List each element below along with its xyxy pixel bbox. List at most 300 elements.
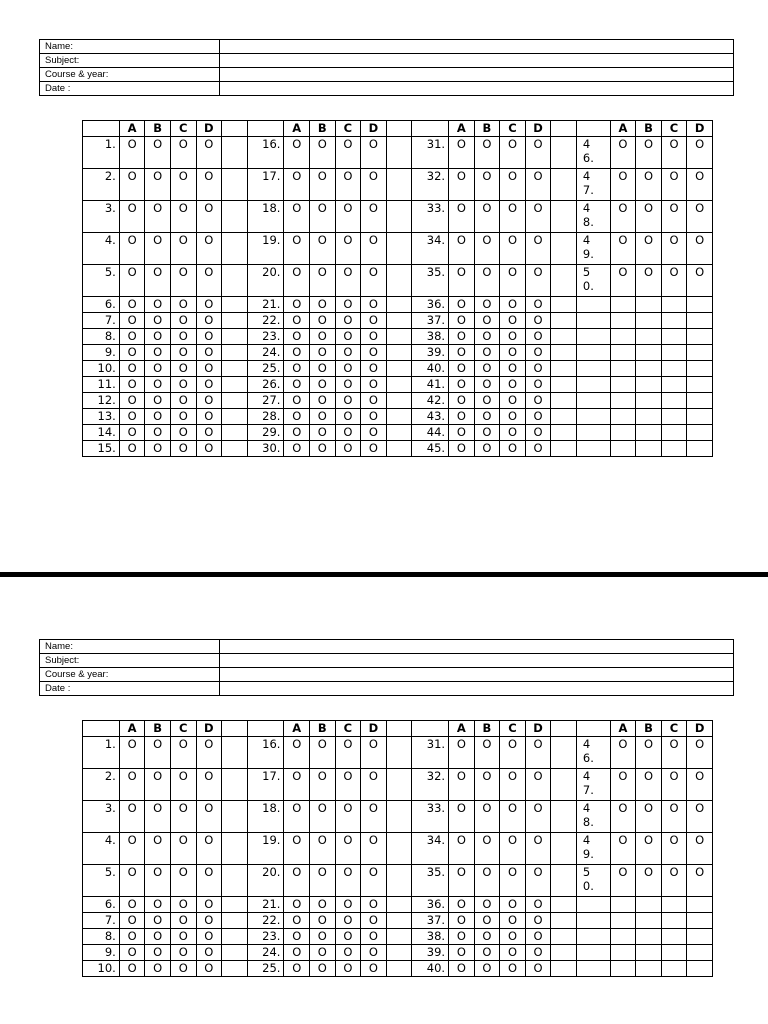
answer-bubble-c[interactable]: O bbox=[335, 425, 361, 441]
answer-bubble-a[interactable]: O bbox=[284, 329, 310, 345]
answer-bubble-b[interactable]: O bbox=[636, 737, 662, 769]
answer-bubble-a[interactable]: O bbox=[449, 409, 475, 425]
answer-bubble-a[interactable]: O bbox=[284, 409, 310, 425]
answer-bubble-c[interactable]: O bbox=[500, 265, 526, 297]
answer-bubble-d[interactable]: O bbox=[361, 345, 387, 361]
answer-bubble-b[interactable]: O bbox=[474, 297, 500, 313]
answer-bubble-c[interactable]: O bbox=[500, 137, 526, 169]
answer-bubble-d[interactable]: O bbox=[196, 945, 222, 961]
answer-bubble-d[interactable]: O bbox=[196, 769, 222, 801]
answer-bubble-c[interactable]: O bbox=[335, 913, 361, 929]
answer-bubble-a[interactable]: O bbox=[119, 201, 145, 233]
answer-bubble-d[interactable]: O bbox=[361, 769, 387, 801]
answer-bubble-d[interactable]: O bbox=[361, 201, 387, 233]
answer-bubble-a[interactable]: O bbox=[284, 945, 310, 961]
answer-bubble-a[interactable]: O bbox=[284, 897, 310, 913]
answer-bubble-b[interactable]: O bbox=[310, 329, 336, 345]
answer-bubble-d[interactable]: O bbox=[196, 345, 222, 361]
answer-bubble-c[interactable]: O bbox=[335, 897, 361, 913]
name-field[interactable] bbox=[220, 40, 734, 54]
answer-bubble-b[interactable]: O bbox=[145, 929, 171, 945]
answer-bubble-a[interactable]: O bbox=[284, 361, 310, 377]
answer-bubble-b[interactable]: O bbox=[310, 801, 336, 833]
answer-bubble-d[interactable]: O bbox=[196, 201, 222, 233]
answer-bubble-d[interactable]: O bbox=[361, 265, 387, 297]
answer-bubble-a[interactable]: O bbox=[610, 201, 636, 233]
answer-bubble-c[interactable]: O bbox=[500, 409, 526, 425]
answer-bubble-d[interactable]: O bbox=[687, 865, 713, 897]
answer-bubble-a[interactable]: O bbox=[610, 169, 636, 201]
answer-bubble-b[interactable]: O bbox=[474, 361, 500, 377]
answer-bubble-b[interactable]: O bbox=[474, 393, 500, 409]
answer-bubble-c[interactable]: O bbox=[335, 929, 361, 945]
answer-bubble-b[interactable]: O bbox=[145, 945, 171, 961]
answer-bubble-c[interactable]: O bbox=[661, 265, 687, 297]
answer-bubble-d[interactable]: O bbox=[196, 913, 222, 929]
answer-bubble-d[interactable]: O bbox=[196, 137, 222, 169]
answer-bubble-b[interactable]: O bbox=[474, 409, 500, 425]
answer-bubble-a[interactable]: O bbox=[610, 801, 636, 833]
answer-bubble-a[interactable]: O bbox=[610, 833, 636, 865]
answer-bubble-c[interactable]: O bbox=[500, 441, 526, 457]
answer-bubble-b[interactable]: O bbox=[145, 377, 171, 393]
answer-bubble-b[interactable]: O bbox=[474, 897, 500, 913]
answer-bubble-b[interactable]: O bbox=[145, 961, 171, 977]
answer-bubble-b[interactable]: O bbox=[474, 737, 500, 769]
answer-bubble-b[interactable]: O bbox=[310, 393, 336, 409]
answer-bubble-a[interactable]: O bbox=[284, 929, 310, 945]
answer-bubble-d[interactable]: O bbox=[196, 929, 222, 945]
answer-bubble-d[interactable]: O bbox=[196, 233, 222, 265]
answer-bubble-a[interactable]: O bbox=[449, 865, 475, 897]
answer-bubble-c[interactable]: O bbox=[170, 737, 196, 769]
answer-bubble-d[interactable]: O bbox=[196, 865, 222, 897]
answer-bubble-d[interactable]: O bbox=[525, 329, 551, 345]
answer-bubble-a[interactable]: O bbox=[449, 393, 475, 409]
answer-bubble-d[interactable]: O bbox=[525, 233, 551, 265]
answer-bubble-d[interactable]: O bbox=[525, 737, 551, 769]
answer-bubble-b[interactable]: O bbox=[310, 169, 336, 201]
answer-bubble-a[interactable]: O bbox=[119, 393, 145, 409]
answer-bubble-c[interactable]: O bbox=[170, 441, 196, 457]
answer-bubble-a[interactable]: O bbox=[610, 737, 636, 769]
answer-bubble-b[interactable]: O bbox=[474, 233, 500, 265]
answer-bubble-a[interactable]: O bbox=[284, 833, 310, 865]
answer-bubble-b[interactable]: O bbox=[474, 201, 500, 233]
answer-bubble-c[interactable]: O bbox=[170, 913, 196, 929]
answer-bubble-c[interactable]: O bbox=[170, 201, 196, 233]
answer-bubble-c[interactable]: O bbox=[500, 361, 526, 377]
answer-bubble-c[interactable]: O bbox=[500, 201, 526, 233]
answer-bubble-b[interactable]: O bbox=[474, 913, 500, 929]
answer-bubble-a[interactable]: O bbox=[449, 361, 475, 377]
answer-bubble-d[interactable]: O bbox=[525, 913, 551, 929]
answer-bubble-a[interactable]: O bbox=[284, 313, 310, 329]
answer-bubble-a[interactable]: O bbox=[119, 233, 145, 265]
answer-bubble-d[interactable]: O bbox=[361, 297, 387, 313]
answer-bubble-c[interactable]: O bbox=[170, 361, 196, 377]
answer-bubble-a[interactable]: O bbox=[119, 769, 145, 801]
answer-bubble-a[interactable]: O bbox=[119, 297, 145, 313]
answer-bubble-c[interactable]: O bbox=[661, 737, 687, 769]
answer-bubble-d[interactable]: O bbox=[361, 865, 387, 897]
answer-bubble-b[interactable]: O bbox=[310, 833, 336, 865]
answer-bubble-b[interactable]: O bbox=[145, 897, 171, 913]
answer-bubble-b[interactable]: O bbox=[636, 137, 662, 169]
answer-bubble-a[interactable]: O bbox=[119, 833, 145, 865]
answer-bubble-b[interactable]: O bbox=[145, 913, 171, 929]
answer-bubble-c[interactable]: O bbox=[661, 137, 687, 169]
answer-bubble-c[interactable]: O bbox=[500, 313, 526, 329]
answer-bubble-b[interactable]: O bbox=[474, 377, 500, 393]
answer-bubble-a[interactable]: O bbox=[449, 961, 475, 977]
answer-bubble-d[interactable]: O bbox=[525, 345, 551, 361]
name-field[interactable] bbox=[220, 640, 734, 654]
answer-bubble-c[interactable]: O bbox=[170, 393, 196, 409]
course-year-field[interactable] bbox=[220, 668, 734, 682]
answer-bubble-a[interactable]: O bbox=[284, 137, 310, 169]
answer-bubble-b[interactable]: O bbox=[474, 265, 500, 297]
answer-bubble-b[interactable]: O bbox=[145, 313, 171, 329]
answer-bubble-b[interactable]: O bbox=[474, 769, 500, 801]
answer-bubble-b[interactable]: O bbox=[474, 441, 500, 457]
answer-bubble-c[interactable]: O bbox=[170, 409, 196, 425]
answer-bubble-c[interactable]: O bbox=[335, 137, 361, 169]
answer-bubble-c[interactable]: O bbox=[335, 265, 361, 297]
answer-bubble-d[interactable]: O bbox=[525, 961, 551, 977]
answer-bubble-a[interactable]: O bbox=[119, 737, 145, 769]
answer-bubble-a[interactable]: O bbox=[610, 137, 636, 169]
answer-bubble-b[interactable]: O bbox=[310, 201, 336, 233]
answer-bubble-d[interactable]: O bbox=[196, 737, 222, 769]
answer-bubble-b[interactable]: O bbox=[145, 137, 171, 169]
answer-bubble-b[interactable]: O bbox=[145, 769, 171, 801]
answer-bubble-b[interactable]: O bbox=[310, 865, 336, 897]
answer-bubble-b[interactable]: O bbox=[636, 201, 662, 233]
answer-bubble-b[interactable]: O bbox=[310, 361, 336, 377]
answer-bubble-c[interactable]: O bbox=[335, 377, 361, 393]
answer-bubble-b[interactable]: O bbox=[145, 865, 171, 897]
answer-bubble-c[interactable]: O bbox=[170, 297, 196, 313]
answer-bubble-c[interactable]: O bbox=[170, 769, 196, 801]
answer-bubble-b[interactable]: O bbox=[636, 769, 662, 801]
answer-bubble-b[interactable]: O bbox=[145, 801, 171, 833]
answer-bubble-a[interactable]: O bbox=[119, 961, 145, 977]
answer-bubble-c[interactable]: O bbox=[661, 201, 687, 233]
subject-field[interactable] bbox=[220, 654, 734, 668]
answer-bubble-a[interactable]: O bbox=[449, 265, 475, 297]
answer-bubble-b[interactable]: O bbox=[310, 345, 336, 361]
answer-bubble-d[interactable]: O bbox=[687, 737, 713, 769]
answer-bubble-c[interactable]: O bbox=[170, 345, 196, 361]
answer-bubble-d[interactable]: O bbox=[196, 441, 222, 457]
answer-bubble-d[interactable]: O bbox=[196, 897, 222, 913]
answer-bubble-c[interactable]: O bbox=[170, 833, 196, 865]
answer-bubble-c[interactable]: O bbox=[170, 169, 196, 201]
answer-bubble-a[interactable]: O bbox=[119, 929, 145, 945]
answer-bubble-c[interactable]: O bbox=[170, 313, 196, 329]
answer-bubble-a[interactable]: O bbox=[449, 329, 475, 345]
answer-bubble-c[interactable]: O bbox=[500, 297, 526, 313]
answer-bubble-c[interactable]: O bbox=[500, 961, 526, 977]
answer-bubble-b[interactable]: O bbox=[474, 865, 500, 897]
answer-bubble-c[interactable]: O bbox=[661, 769, 687, 801]
answer-bubble-b[interactable]: O bbox=[145, 265, 171, 297]
answer-bubble-d[interactable]: O bbox=[361, 737, 387, 769]
answer-bubble-b[interactable]: O bbox=[474, 801, 500, 833]
answer-bubble-d[interactable]: O bbox=[525, 169, 551, 201]
answer-bubble-b[interactable]: O bbox=[636, 169, 662, 201]
answer-bubble-c[interactable]: O bbox=[335, 313, 361, 329]
answer-bubble-d[interactable]: O bbox=[525, 425, 551, 441]
answer-bubble-d[interactable]: O bbox=[687, 233, 713, 265]
answer-bubble-a[interactable]: O bbox=[284, 865, 310, 897]
answer-bubble-d[interactable]: O bbox=[196, 297, 222, 313]
answer-bubble-d[interactable]: O bbox=[361, 441, 387, 457]
answer-bubble-a[interactable]: O bbox=[610, 265, 636, 297]
answer-bubble-c[interactable]: O bbox=[335, 961, 361, 977]
answer-bubble-c[interactable]: O bbox=[500, 833, 526, 865]
answer-bubble-a[interactable]: O bbox=[119, 865, 145, 897]
answer-bubble-a[interactable]: O bbox=[449, 945, 475, 961]
answer-bubble-c[interactable]: O bbox=[170, 137, 196, 169]
answer-bubble-a[interactable]: O bbox=[119, 329, 145, 345]
answer-bubble-b[interactable]: O bbox=[474, 961, 500, 977]
answer-bubble-b[interactable]: O bbox=[474, 313, 500, 329]
answer-bubble-c[interactable]: O bbox=[170, 801, 196, 833]
answer-bubble-d[interactable]: O bbox=[196, 313, 222, 329]
answer-bubble-c[interactable]: O bbox=[335, 865, 361, 897]
answer-bubble-c[interactable]: O bbox=[500, 233, 526, 265]
answer-bubble-d[interactable]: O bbox=[525, 865, 551, 897]
answer-bubble-c[interactable]: O bbox=[500, 865, 526, 897]
answer-bubble-d[interactable]: O bbox=[361, 329, 387, 345]
answer-bubble-a[interactable]: O bbox=[119, 945, 145, 961]
answer-bubble-d[interactable]: O bbox=[361, 913, 387, 929]
answer-bubble-b[interactable]: O bbox=[310, 137, 336, 169]
answer-bubble-a[interactable]: O bbox=[284, 425, 310, 441]
answer-bubble-b[interactable]: O bbox=[145, 393, 171, 409]
answer-bubble-c[interactable]: O bbox=[335, 329, 361, 345]
answer-bubble-c[interactable]: O bbox=[170, 945, 196, 961]
answer-bubble-a[interactable]: O bbox=[119, 441, 145, 457]
answer-bubble-b[interactable]: O bbox=[145, 329, 171, 345]
answer-bubble-b[interactable]: O bbox=[310, 265, 336, 297]
answer-bubble-a[interactable]: O bbox=[119, 361, 145, 377]
answer-bubble-a[interactable]: O bbox=[119, 409, 145, 425]
answer-bubble-a[interactable]: O bbox=[119, 897, 145, 913]
answer-bubble-d[interactable]: O bbox=[196, 409, 222, 425]
answer-bubble-c[interactable]: O bbox=[170, 425, 196, 441]
answer-bubble-c[interactable]: O bbox=[661, 801, 687, 833]
answer-bubble-c[interactable]: O bbox=[500, 425, 526, 441]
answer-bubble-c[interactable]: O bbox=[335, 769, 361, 801]
answer-bubble-d[interactable]: O bbox=[525, 377, 551, 393]
answer-bubble-c[interactable]: O bbox=[500, 169, 526, 201]
answer-bubble-c[interactable]: O bbox=[170, 865, 196, 897]
answer-bubble-d[interactable]: O bbox=[196, 393, 222, 409]
answer-bubble-d[interactable]: O bbox=[687, 833, 713, 865]
answer-bubble-d[interactable]: O bbox=[361, 377, 387, 393]
answer-bubble-b[interactable]: O bbox=[474, 945, 500, 961]
answer-bubble-a[interactable]: O bbox=[449, 201, 475, 233]
answer-bubble-a[interactable]: O bbox=[284, 913, 310, 929]
answer-bubble-b[interactable]: O bbox=[310, 233, 336, 265]
answer-bubble-a[interactable]: O bbox=[119, 169, 145, 201]
answer-bubble-a[interactable]: O bbox=[449, 801, 475, 833]
answer-bubble-c[interactable]: O bbox=[661, 833, 687, 865]
answer-bubble-a[interactable]: O bbox=[284, 265, 310, 297]
answer-bubble-d[interactable]: O bbox=[361, 425, 387, 441]
answer-bubble-c[interactable]: O bbox=[500, 393, 526, 409]
answer-bubble-d[interactable]: O bbox=[361, 961, 387, 977]
answer-bubble-d[interactable]: O bbox=[687, 769, 713, 801]
answer-bubble-c[interactable]: O bbox=[335, 393, 361, 409]
answer-bubble-d[interactable]: O bbox=[525, 313, 551, 329]
answer-bubble-a[interactable]: O bbox=[449, 897, 475, 913]
answer-bubble-d[interactable]: O bbox=[196, 425, 222, 441]
date-field[interactable] bbox=[220, 682, 734, 696]
answer-bubble-d[interactable]: O bbox=[361, 233, 387, 265]
answer-bubble-a[interactable]: O bbox=[449, 913, 475, 929]
answer-bubble-d[interactable]: O bbox=[361, 945, 387, 961]
answer-bubble-b[interactable]: O bbox=[145, 345, 171, 361]
answer-bubble-c[interactable]: O bbox=[170, 265, 196, 297]
answer-bubble-a[interactable]: O bbox=[610, 865, 636, 897]
answer-bubble-a[interactable]: O bbox=[284, 961, 310, 977]
answer-bubble-a[interactable]: O bbox=[449, 441, 475, 457]
answer-bubble-d[interactable]: O bbox=[525, 441, 551, 457]
answer-bubble-a[interactable]: O bbox=[119, 265, 145, 297]
answer-bubble-b[interactable]: O bbox=[310, 737, 336, 769]
answer-bubble-d[interactable]: O bbox=[525, 897, 551, 913]
answer-bubble-b[interactable]: O bbox=[636, 233, 662, 265]
answer-bubble-c[interactable]: O bbox=[500, 945, 526, 961]
subject-field[interactable] bbox=[220, 54, 734, 68]
answer-bubble-c[interactable]: O bbox=[335, 801, 361, 833]
answer-bubble-d[interactable]: O bbox=[525, 801, 551, 833]
answer-bubble-b[interactable]: O bbox=[145, 737, 171, 769]
answer-bubble-d[interactable]: O bbox=[361, 137, 387, 169]
answer-bubble-a[interactable]: O bbox=[449, 737, 475, 769]
answer-bubble-b[interactable]: O bbox=[474, 137, 500, 169]
answer-bubble-c[interactable]: O bbox=[335, 409, 361, 425]
answer-bubble-d[interactable]: O bbox=[525, 137, 551, 169]
answer-bubble-c[interactable]: O bbox=[335, 345, 361, 361]
answer-bubble-d[interactable]: O bbox=[687, 137, 713, 169]
answer-bubble-a[interactable]: O bbox=[449, 425, 475, 441]
answer-bubble-d[interactable]: O bbox=[525, 201, 551, 233]
answer-bubble-d[interactable]: O bbox=[687, 201, 713, 233]
answer-bubble-a[interactable]: O bbox=[449, 233, 475, 265]
answer-bubble-b[interactable]: O bbox=[310, 409, 336, 425]
answer-bubble-c[interactable]: O bbox=[500, 897, 526, 913]
answer-bubble-c[interactable]: O bbox=[661, 865, 687, 897]
answer-bubble-b[interactable]: O bbox=[310, 441, 336, 457]
answer-bubble-a[interactable]: O bbox=[284, 345, 310, 361]
answer-bubble-a[interactable]: O bbox=[119, 801, 145, 833]
answer-bubble-b[interactable]: O bbox=[145, 441, 171, 457]
answer-bubble-a[interactable]: O bbox=[284, 169, 310, 201]
answer-bubble-d[interactable]: O bbox=[196, 961, 222, 977]
answer-bubble-c[interactable]: O bbox=[500, 913, 526, 929]
answer-bubble-c[interactable]: O bbox=[335, 441, 361, 457]
answer-bubble-d[interactable]: O bbox=[196, 329, 222, 345]
answer-bubble-c[interactable]: O bbox=[500, 769, 526, 801]
answer-bubble-a[interactable]: O bbox=[119, 137, 145, 169]
answer-bubble-b[interactable]: O bbox=[310, 945, 336, 961]
answer-bubble-d[interactable]: O bbox=[196, 169, 222, 201]
answer-bubble-b[interactable]: O bbox=[310, 929, 336, 945]
answer-bubble-d[interactable]: O bbox=[525, 393, 551, 409]
answer-bubble-d[interactable]: O bbox=[361, 801, 387, 833]
answer-bubble-c[interactable]: O bbox=[170, 233, 196, 265]
answer-bubble-a[interactable]: O bbox=[449, 833, 475, 865]
answer-bubble-c[interactable]: O bbox=[661, 169, 687, 201]
answer-bubble-d[interactable]: O bbox=[525, 929, 551, 945]
answer-bubble-d[interactable]: O bbox=[525, 361, 551, 377]
answer-bubble-b[interactable]: O bbox=[474, 833, 500, 865]
answer-bubble-d[interactable]: O bbox=[361, 833, 387, 865]
answer-bubble-b[interactable]: O bbox=[310, 769, 336, 801]
answer-bubble-c[interactable]: O bbox=[170, 961, 196, 977]
answer-bubble-b[interactable]: O bbox=[474, 345, 500, 361]
answer-bubble-b[interactable]: O bbox=[145, 297, 171, 313]
answer-bubble-b[interactable]: O bbox=[310, 961, 336, 977]
answer-bubble-a[interactable]: O bbox=[284, 769, 310, 801]
answer-bubble-a[interactable]: O bbox=[284, 377, 310, 393]
answer-bubble-a[interactable]: O bbox=[119, 377, 145, 393]
answer-bubble-d[interactable]: O bbox=[196, 833, 222, 865]
answer-bubble-d[interactable]: O bbox=[196, 801, 222, 833]
answer-bubble-d[interactable]: O bbox=[361, 313, 387, 329]
answer-bubble-d[interactable]: O bbox=[361, 361, 387, 377]
answer-bubble-c[interactable]: O bbox=[335, 833, 361, 865]
answer-bubble-c[interactable]: O bbox=[170, 329, 196, 345]
answer-bubble-b[interactable]: O bbox=[636, 833, 662, 865]
answer-bubble-c[interactable]: O bbox=[661, 233, 687, 265]
answer-bubble-a[interactable]: O bbox=[119, 913, 145, 929]
answer-bubble-c[interactable]: O bbox=[500, 345, 526, 361]
answer-bubble-b[interactable]: O bbox=[474, 929, 500, 945]
answer-bubble-d[interactable]: O bbox=[525, 945, 551, 961]
answer-bubble-b[interactable]: O bbox=[636, 265, 662, 297]
answer-bubble-c[interactable]: O bbox=[335, 361, 361, 377]
answer-bubble-c[interactable]: O bbox=[500, 329, 526, 345]
answer-bubble-a[interactable]: O bbox=[449, 769, 475, 801]
answer-bubble-c[interactable]: O bbox=[170, 377, 196, 393]
answer-bubble-d[interactable]: O bbox=[687, 265, 713, 297]
date-field[interactable] bbox=[220, 82, 734, 96]
answer-bubble-c[interactable]: O bbox=[335, 201, 361, 233]
answer-bubble-d[interactable]: O bbox=[361, 409, 387, 425]
answer-bubble-a[interactable]: O bbox=[284, 201, 310, 233]
answer-bubble-c[interactable]: O bbox=[335, 945, 361, 961]
answer-bubble-a[interactable]: O bbox=[284, 297, 310, 313]
answer-bubble-d[interactable]: O bbox=[687, 801, 713, 833]
answer-bubble-b[interactable]: O bbox=[145, 233, 171, 265]
answer-bubble-d[interactable]: O bbox=[525, 265, 551, 297]
answer-bubble-d[interactable]: O bbox=[361, 393, 387, 409]
answer-bubble-b[interactable]: O bbox=[310, 313, 336, 329]
answer-bubble-a[interactable]: O bbox=[119, 425, 145, 441]
answer-bubble-b[interactable]: O bbox=[474, 329, 500, 345]
answer-bubble-b[interactable]: O bbox=[474, 169, 500, 201]
answer-bubble-d[interactable]: O bbox=[196, 265, 222, 297]
answer-bubble-b[interactable]: O bbox=[145, 425, 171, 441]
answer-bubble-c[interactable]: O bbox=[500, 377, 526, 393]
answer-bubble-b[interactable]: O bbox=[310, 377, 336, 393]
